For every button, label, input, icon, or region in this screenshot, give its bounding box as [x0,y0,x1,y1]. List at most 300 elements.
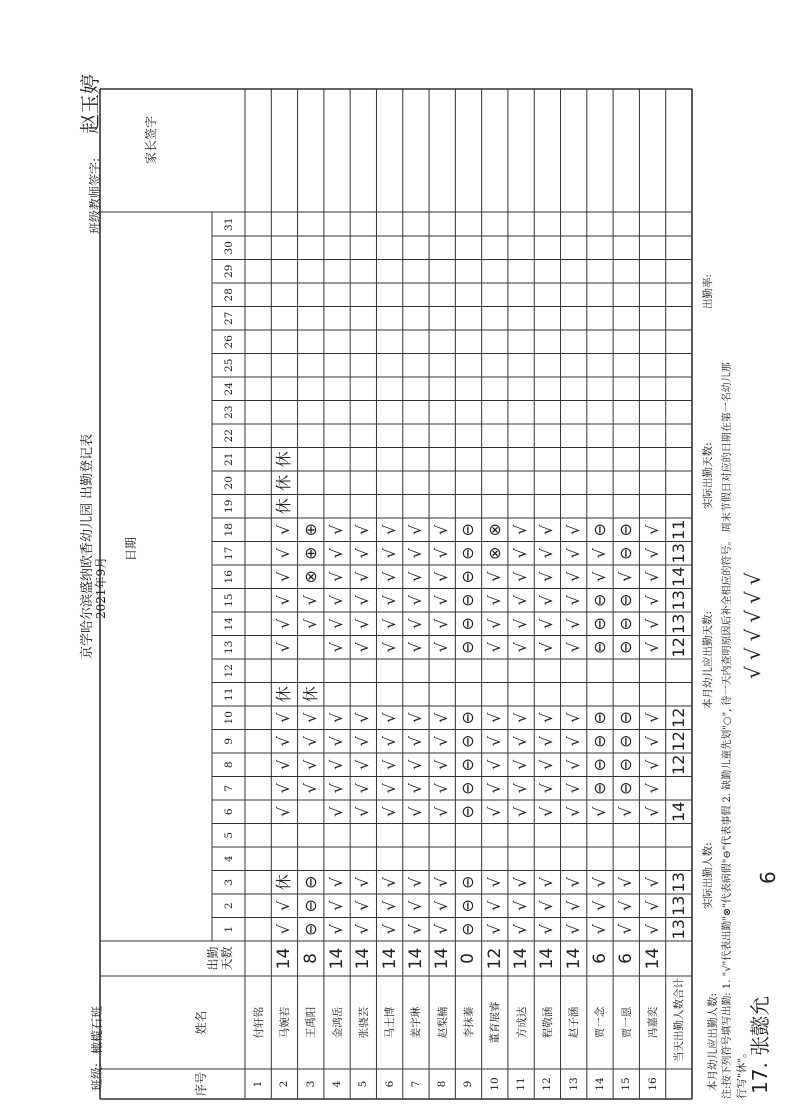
attendance-mark: √ [537,642,557,653]
row-name: 董育展睿 [489,1001,502,1044]
attendance-mark: √ [274,924,294,935]
daily-total: 12 [668,707,688,728]
attendance-mark: √ [642,736,662,747]
attendance-mark: √ [563,618,583,629]
attendance-mark: √ [563,642,583,653]
footer-handwritten-entry: 17. 张懿允 [748,995,772,1094]
attendance-mark: √ [484,924,504,935]
attendance-mark: √ [484,806,504,817]
attendance-mark: ⊖ [589,734,609,748]
attendance-mark: √ [379,642,399,653]
date-9: 9 [222,737,235,745]
attendance-mark: ⊖ [616,781,636,795]
sheet-title: 京学哈尔滨盛纳欧香幼儿园 出勤登记表 [80,433,95,659]
attendance-mark: √ [379,548,399,559]
attendance-mark: √ [379,924,399,935]
row-days: 12 [484,947,505,970]
class-label: 班级: [90,1062,104,1091]
row-days: 14 [511,947,532,970]
attendance-mark: √ [405,924,425,935]
attendance-mark: √ [563,736,583,747]
attendance-mark: ⊖ [616,617,636,631]
attendance-mark: √ [379,783,399,794]
attendance-mark: √ [432,642,452,653]
attendance-mark: √ [511,783,531,794]
attendance-mark: 休 [274,451,294,468]
sheet-month: 2021年9月 [94,556,108,619]
date-30: 30 [222,241,235,255]
row-name: 金鸿岳 [331,1006,344,1039]
days-header: 出勤天数 [206,946,234,971]
attendance-mark: √ [642,783,662,794]
attendance-mark: √ [327,712,347,723]
attendance-mark: √ [484,783,504,794]
attendance-mark: √ [537,712,557,723]
attendance-mark: √ [642,806,662,817]
attendance-mark: ⊖ [458,593,478,607]
date-26: 26 [222,335,235,349]
daily-total: 13 [668,543,688,564]
attendance-mark: √ [405,524,425,535]
attendance-mark: √ [379,736,399,747]
date-15: 15 [222,593,235,607]
summary-rate: 出勤率: [702,273,714,309]
attendance-mark: √ [563,524,583,535]
attendance-mark: ⊕ [300,523,320,537]
attendance-mark: √ [327,524,347,535]
attendance-mark: √ [353,877,373,888]
attendance-mark: ⊖ [458,711,478,725]
row-days: 6 [589,953,610,964]
attendance-mark: √ [353,595,373,606]
attendance-mark: √ [405,618,425,629]
attendance-mark: ⊖ [616,593,636,607]
attendance-mark: √ [274,642,294,653]
attendance-mark: ⊖ [458,546,478,560]
attendance-mark: √ [432,548,452,559]
attendance-mark: ⊖ [458,570,478,584]
date-5: 5 [222,831,235,839]
row-name: 冯嘉奕 [647,1006,660,1039]
attendance-mark: √ [537,571,557,582]
attendance-mark: √ [405,712,425,723]
attendance-mark: √ [511,524,531,535]
attendance-mark: √ [327,618,347,629]
attendance-mark: √ [589,924,609,935]
date-18: 18 [222,523,235,537]
row-seq: 3 [304,1080,317,1088]
attendance-mark: √ [300,618,320,629]
attendance-mark: √ [616,877,636,888]
attendance-mark: √ [511,806,531,817]
date-6: 6 [222,808,235,816]
attendance-mark: ⊖ [458,781,478,795]
attendance-mark: √ [327,900,347,911]
attendance-mark: √ [589,877,609,888]
row-days: 14 [274,947,295,970]
attendance-mark: √ [563,924,583,935]
attendance-mark: √ [511,548,531,559]
attendance-mark: √ [353,806,373,817]
attendance-mark: ⊖ [616,711,636,725]
date-23: 23 [222,405,235,419]
attendance-mark: 休 [274,474,294,491]
daily-total: 12 [668,637,688,658]
attendance-mark: √ [484,736,504,747]
attendance-mark: √ [379,759,399,770]
attendance-mark: √ [405,806,425,817]
attendance-mark: ⊖ [458,523,478,537]
attendance-mark: √ [379,595,399,606]
attendance-mark: ⊖ [589,781,609,795]
row-days: 14 [537,947,558,970]
notes-line-1: 注:按下列符号填写出勤: 1. "√"代表出勤"⊗"代表病假"⊖"代表事假 2. 缺勤儿童先划"○", 待一天内查明原因后补全相应的符号。 周末节假日对应的日期在第一名幼儿那 [722,362,733,1099]
attendance-mark: √ [379,877,399,888]
attendance-mark: √ [511,571,531,582]
attendance-mark: √ [511,618,531,629]
attendance-mark: √ [563,877,583,888]
attendance-mark: √ [274,806,294,817]
attendance-mark: ⊖ [458,617,478,631]
date-16: 16 [222,570,235,584]
date-19: 19 [222,499,235,513]
attendance-mark: √ [642,548,662,559]
attendance-mark: √ [642,712,662,723]
attendance-mark: ⊖ [458,922,478,936]
attendance-mark: √ [537,618,557,629]
attendance-mark: √ [405,783,425,794]
date-11: 11 [222,687,235,701]
attendance-mark: √ [616,924,636,935]
attendance-mark: √ [432,924,452,935]
attendance-mark: √ [405,736,425,747]
attendance-mark: √ [274,618,294,629]
attendance-mark: √ [353,524,373,535]
notes-line-2: 行写"休"。 [736,1047,748,1099]
attendance-mark: √ [484,571,504,582]
row-name: 贾一念 [594,1006,607,1039]
name-header: 姓名 [193,1010,208,1035]
date-27: 27 [222,311,235,325]
attendance-mark: √ [353,712,373,723]
attendance-mark: ⊖ [589,523,609,537]
footer-handwritten-checks: √√√√√√ [741,566,765,679]
attendance-mark: √ [432,900,452,911]
attendance-mark: ⊗ [484,546,504,560]
attendance-mark: 休 [300,686,320,703]
attendance-mark: √ [563,548,583,559]
attendance-mark: ⊖ [589,593,609,607]
daily-total: 12 [668,754,688,775]
daily-total: 14 [668,801,688,822]
attendance-mark: ⊖ [616,640,636,654]
attendance-mark: √ [353,571,373,582]
date-31: 31 [222,217,235,231]
attendance-mark: √ [432,618,452,629]
attendance-mark: √ [537,736,557,747]
date-8: 8 [222,761,235,769]
attendance-mark: √ [432,806,452,817]
row-name: 程敬涵 [541,1006,554,1039]
attendance-mark: √ [327,783,347,794]
row-seq: 16 [646,1077,659,1091]
row-name: 李抹蓁 [462,1006,475,1039]
parent-sign-label: 家长签字 [144,115,158,164]
attendance-mark: √ [327,642,347,653]
attendance-mark: √ [642,524,662,535]
attendance-mark: √ [511,736,531,747]
date-29: 29 [222,264,235,278]
attendance-mark: √ [616,806,636,817]
attendance-mark: √ [642,900,662,911]
attendance-mark: √ [432,759,452,770]
attendance-mark: ⊖ [458,640,478,654]
row-name: 马士博 [384,1006,397,1039]
date-1: 1 [222,925,235,933]
attendance-mark: √ [642,571,662,582]
attendance-mark: √ [537,759,557,770]
row-seq: 12 [541,1077,554,1091]
attendance-mark: √ [353,642,373,653]
attendance-mark: √ [589,548,609,559]
attendance-mark: √ [537,924,557,935]
date-header: 日期 [124,536,138,561]
attendance-mark: √ [511,924,531,935]
attendance-mark: ⊖ [589,617,609,631]
attendance-mark: √ [589,900,609,911]
attendance-mark: √ [353,759,373,770]
date-2: 2 [222,902,235,910]
attendance-mark: ⊖ [589,711,609,725]
attendance-mark: ⊖ [300,922,320,936]
attendance-mark: √ [484,595,504,606]
summary-actual-days: 实际出勤天数: [702,442,714,509]
row-days: 14 [353,947,374,970]
attendance-mark: ⊖ [616,758,636,772]
row-name: 方成达 [515,1006,528,1039]
attendance-mark: √ [353,618,373,629]
attendance-mark: √ [379,806,399,817]
attendance-mark: ⊗ [484,523,504,537]
attendance-mark: √ [432,712,452,723]
attendance-mark: √ [405,759,425,770]
row-days: 6 [616,953,637,964]
row-name: 张骁芸 [357,1006,370,1039]
attendance-mark: √ [511,712,531,723]
attendance-mark: √ [642,759,662,770]
attendance-mark: √ [537,548,557,559]
attendance-mark: √ [484,759,504,770]
seq-header: 序号 [193,1072,208,1097]
date-4: 4 [222,855,235,863]
daily-total: 13 [668,919,688,940]
attendance-mark: ⊖ [616,546,636,560]
row-seq: 10 [488,1077,501,1091]
row-days: 8 [300,953,321,964]
attendance-mark: √ [484,877,504,888]
daily-total: 13 [668,613,688,634]
attendance-mark: √ [537,595,557,606]
daily-total: 12 [668,731,688,752]
summary-expected-days: 本月幼儿应出勤天数: [702,610,714,709]
attendance-mark: √ [537,783,557,794]
row-seq: 14 [593,1077,606,1091]
attendance-mark: 休 [274,686,294,703]
attendance-mark: √ [405,595,425,606]
attendance-mark: √ [432,877,452,888]
row-seq: 7 [409,1080,422,1088]
attendance-mark: √ [274,571,294,582]
attendance-mark: √ [274,712,294,723]
attendance-mark: √ [642,924,662,935]
attendance-mark: ⊖ [458,805,478,819]
attendance-mark: √ [327,595,347,606]
attendance-mark: √ [563,712,583,723]
row-seq: 2 [278,1080,291,1088]
attendance-mark: √ [563,900,583,911]
attendance-mark: √ [274,783,294,794]
row-seq: 15 [620,1077,633,1091]
row-name: 姜宇琳 [410,1006,423,1039]
row-name: 赵子涵 [568,1006,581,1039]
attendance-mark: √ [300,783,320,794]
row-seq: 6 [383,1080,396,1088]
row-days: 14 [642,947,663,970]
attendance-mark: √ [511,595,531,606]
attendance-mark: √ [300,736,320,747]
date-20: 20 [222,476,235,490]
attendance-mark: √ [379,524,399,535]
attendance-mark: √ [379,712,399,723]
attendance-mark: √ [511,900,531,911]
row-seq: 13 [567,1077,580,1091]
attendance-mark: √ [405,642,425,653]
attendance-mark: √ [327,924,347,935]
row-days: 14 [379,947,400,970]
row-seq: 1 [252,1080,265,1088]
attendance-mark: √ [274,595,294,606]
attendance-mark: √ [327,736,347,747]
row-name: 贾一恩 [620,1006,633,1039]
attendance-mark: √ [432,783,452,794]
attendance-mark: √ [405,877,425,888]
row-days: 14 [563,947,584,970]
date-17: 17 [222,546,235,560]
daily-total: 13 [668,895,688,916]
attendance-mark: √ [484,642,504,653]
attendance-mark: ⊖ [458,899,478,913]
attendance-mark: ⊖ [300,875,320,889]
attendance-mark: ⊖ [616,734,636,748]
attendance-mark: √ [353,900,373,911]
attendance-mark: √ [274,759,294,770]
row-seq: 8 [436,1080,449,1088]
attendance-mark: √ [274,548,294,559]
attendance-mark: √ [274,524,294,535]
attendance-mark: √ [432,736,452,747]
attendance-mark: √ [642,877,662,888]
row-name: 赵梨楠 [436,1006,449,1039]
date-28: 28 [222,288,235,302]
row-name: 王禹阳 [305,1006,318,1039]
row-days: 14 [327,947,348,970]
footer-handwritten-count: 6 [756,871,780,884]
row-name: 马婉若 [278,1006,291,1039]
attendance-mark: ⊖ [458,758,478,772]
attendance-mark: ⊗ [300,570,320,584]
class-name: 橄榄石班 [90,1005,104,1054]
totals-label: 当天出勤人数合计 [673,978,686,1062]
summary-actual-people: 实际出勤人数: [702,842,714,909]
attendance-mark: √ [484,618,504,629]
attendance-mark: √ [405,900,425,911]
date-10: 10 [222,711,235,725]
date-7: 7 [222,784,235,792]
attendance-mark: √ [274,736,294,747]
date-13: 13 [222,640,235,654]
attendance-mark: √ [537,806,557,817]
attendance-mark: √ [589,571,609,582]
date-14: 14 [222,617,235,631]
teacher-signature: 赵玉婷 [78,74,102,134]
attendance-mark: √ [353,736,373,747]
attendance-mark: √ [327,806,347,817]
date-12: 12 [222,664,235,678]
row-name: 付轩铭 [252,1006,265,1039]
attendance-mark: √ [563,783,583,794]
attendance-mark: √ [327,877,347,888]
row-seq: 11 [515,1077,528,1091]
row-seq: 5 [357,1080,370,1088]
attendance-mark: √ [300,759,320,770]
attendance-mark: √ [379,900,399,911]
attendance-mark: √ [379,571,399,582]
attendance-mark: √ [563,571,583,582]
attendance-mark: √ [432,571,452,582]
attendance-mark: √ [327,571,347,582]
attendance-mark: √ [616,900,636,911]
daily-total: 11 [668,519,688,540]
date-25: 25 [222,358,235,372]
attendance-mark: ⊖ [300,899,320,913]
attendance-mark: √ [537,524,557,535]
row-days: 0 [458,953,479,964]
date-21: 21 [222,452,235,466]
date-3: 3 [222,878,235,886]
attendance-mark: 休 [274,874,294,891]
attendance-mark: ⊕ [300,546,320,560]
attendance-mark: √ [589,806,609,817]
summary-expected-people: 本月幼儿应出勤人数: [707,992,719,1091]
attendance-mark: √ [432,524,452,535]
attendance-mark: √ [563,759,583,770]
daily-total: 14 [668,566,688,587]
date-22: 22 [222,429,235,443]
row-days: 14 [432,947,453,970]
attendance-mark: √ [642,642,662,653]
teacher-sign-label: 班级教师签字: [88,157,102,234]
attendance-mark: √ [405,548,425,559]
attendance-mark: √ [327,548,347,559]
attendance-mark: √ [274,900,294,911]
attendance-mark: √ [300,712,320,723]
daily-total: 13 [668,590,688,611]
attendance-mark: √ [353,924,373,935]
row-days: 14 [405,947,426,970]
attendance-mark: √ [563,595,583,606]
attendance-mark: √ [563,806,583,817]
attendance-mark: √ [300,595,320,606]
